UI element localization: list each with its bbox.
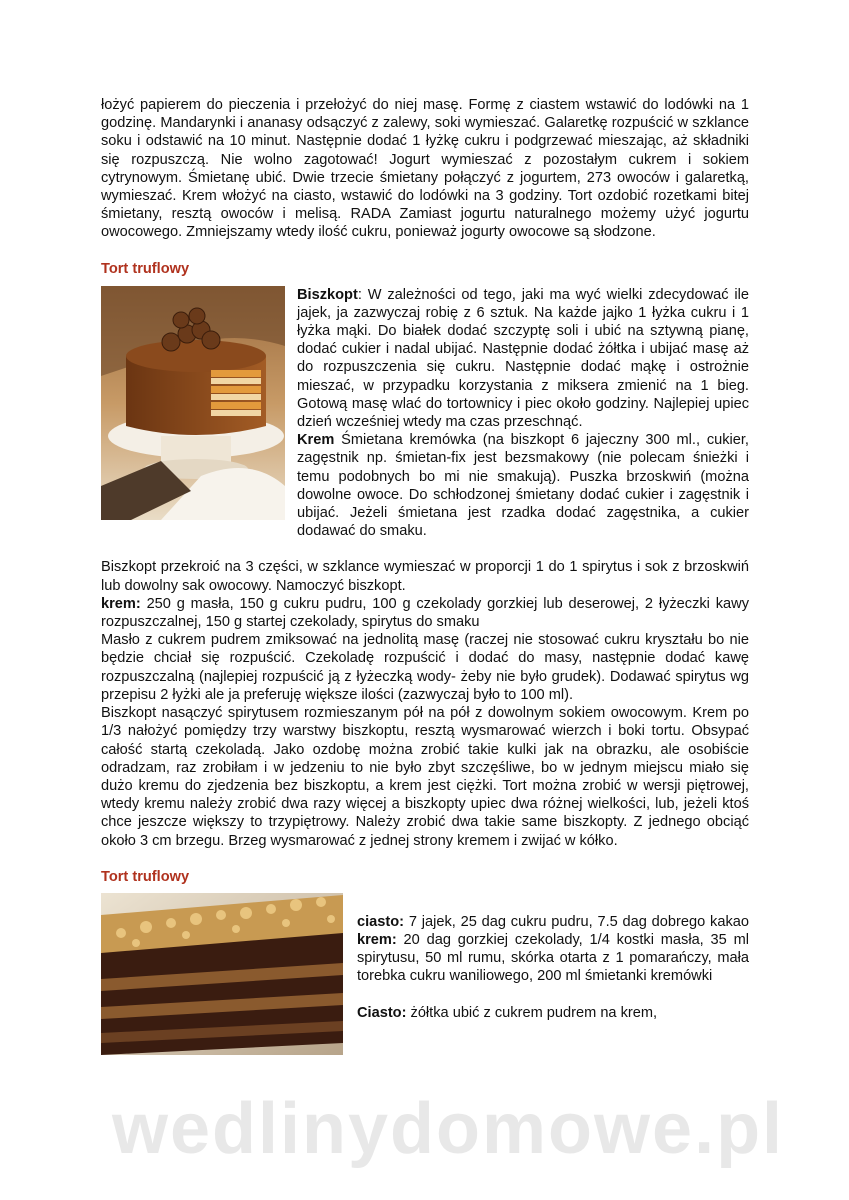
- krem-text: Śmietana kremówka (na biszkopt 6 jajeczny 300 ml., cukier, zagęstnik np. śmietan-fix jest bezsmakowy (nie polecam śnieżki i temu podobnych bo mi nie smakują). Puszka brzoskwiń (można dowolne owoce. Do schłodzonej śmietany dodać cukier i zagęstnik i ubijać. Jeżeli śmietana jest rzadka dodać zagęstnika, a cukier dodawać do smaku.: [297, 432, 749, 540]
- ciasto2-text: żółtka ubić z cukrem pudrem na krem,: [406, 1004, 658, 1021]
- ciasto-text: 7 jajek, 25 dag cukru pudru, 7.5 dag dobrego kakao: [404, 913, 749, 930]
- ciasto-label: ciasto:: [357, 913, 405, 930]
- recipe1-paragraph-2: Masło z cukrem pudrem zmiksować na jednolitą masę (raczej nie stosować cukru kryształu bo nie będzie chciał się rozpuścić. Czekoladę rozpuścić i dodać do masy, następnie dodać kawę rozpuszczalną (najlepiej rozpuścić ją z łyżeczką wody- żeby nie było grudek). Dodawać spirytus wg przepisu 2 łyżki ale ja preferuję większe ilości (zazwyczaj było to 100 ml).: [101, 632, 749, 703]
- krem2-text: 250 g masła, 150 g cukru pudru, 100 g czekolady gorzkiej lub deserowej, 2 łyżeczki kawy rozpuszczalnej, 150 g startej czekolady, spirytus do smaku: [101, 595, 749, 631]
- biszkopt-label: Biszkopt: [297, 286, 358, 303]
- recipe2-title: Tort truflowy: [101, 868, 190, 885]
- intro-paragraph: łożyć papierem do pieczenia i przełożyć do niej masę. Formę z ciastem wstawić do lodówki na 1 godzinę. Mandarynki i ananasy odsączyć z zalewy, soki wymieszać. Galaretkę rozpuścić w szklance soku i odstawić na 10 minut. Następnie dodać 1 łyżkę cukru i podgrzewać mieszając, aż składniki się rozpuszczą. Nie wolno zagotować! Jogurt wymieszać z pozostałym cukrem i sokiem cytrynowym. Śmietanę ubić. Dwie trzecie śmietany połączyć z jogurtem, 273 owoców i galaretką, wymieszać. Krem włożyć na ciasto, wstawić do lodówki na 3 godziny. Tort ozdobić rozetkami bitej śmietany, resztą owoców i melisą. RADA Zamiast jogurtu naturalnego możemy użyć jogurtu owocowego. Zmniejszamy wtedy ilość cukru, ponieważ jogurty owocowe są słodzone.: [101, 97, 749, 241]
- ciasto2-label: Ciasto:: [357, 1004, 407, 1021]
- recipe1-title: Tort truflowy: [101, 260, 190, 277]
- document-page: [101, 96, 749, 1064]
- krem3-text: 20 dag gorzkiej czekolady, 1/4 kostki masła, 35 ml spirytusu, 50 ml rumu, skórka otarta z 1 pomarańczy, mała torebka cukru waniliowego, 200 ml śmietanki kremówki: [357, 931, 749, 985]
- truffle-cake-image: [101, 286, 285, 520]
- recipe1-krem-ingredients: [101, 595, 749, 631]
- site-watermark: wedlinydomowe.pl: [112, 1089, 785, 1169]
- krem-label: Krem: [297, 432, 335, 449]
- krem2-label: krem:: [101, 595, 141, 612]
- krem3-label: krem:: [357, 931, 397, 948]
- recipe1-paragraph-1: Biszkopt przekroić na 3 części, w szklance wymieszać w proporcji 1 do 1 spirytus i sok z brzoskwiń lub dowolny sak owocowy. Namoczyć biszkopt.: [101, 559, 749, 594]
- chocolate-cake-slice-image: [101, 893, 343, 1055]
- recipe1-photo: [101, 286, 285, 525]
- recipe2-photo: [101, 893, 343, 1060]
- recipe1-paragraph-3: Biszkopt nasączyć spirytusem rozmieszanym pół na pół z dowolnym sokiem owocowym. Krem po 1/3 nałożyć pomiędzy trzy warstwy biszkoptu, resztą wysmarować wierzch i boki tortu. Obsypać całość startą czekoladą. Jako ozdobę można zrobić takie kulki jak na obrazku, ale osobiście odradzam, raz zrobiłam i w jedzeniu to nie było zbyt szczęśliwe, bo w jednym miejscu miało się dużo kremu do zjedzenia bez biszkoptu, a krem jest ciężki. Tort można zrobić w wersji piętrowej, wtedy kremu należy zrobić dwa razy więcej a biszkopty upiec dwa różnej wielkości, lub, jeżeli ktoś chce jeszcze większy to trzypiętrowy. Należy zrobić dwa takie same biszkopty. Z jednego obciąć około 3 cm brzegu. Brzeg wysmarować z jednej strony kremem i zwijać w kółko.: [101, 705, 749, 849]
- biszkopt-text: : W zależności od tego, jaki ma wyć wielki zdecydować ile jajek, ja zazwyczaj robię z 6 sztuk. Na każde jajko 1 łyżka cukru i 1 łyżka mąki. Do białek dodać szczyptę soli i ubić na sztywną pianę, dodać cukier i nadal ubijać. Następnie dodać żółtka i ubijać masę aż do rozpuszczenia się cukru. Następnie dodać mąkę i ostrożnie mieszać, w przypadku korzystania z miksera zmienić na 1 bieg. Gotową masę wlać do tortownicy i piec około godziny. Najlepiej upiec dzień wcześniej wtedy ma czas przeschnąć.: [297, 286, 749, 431]
